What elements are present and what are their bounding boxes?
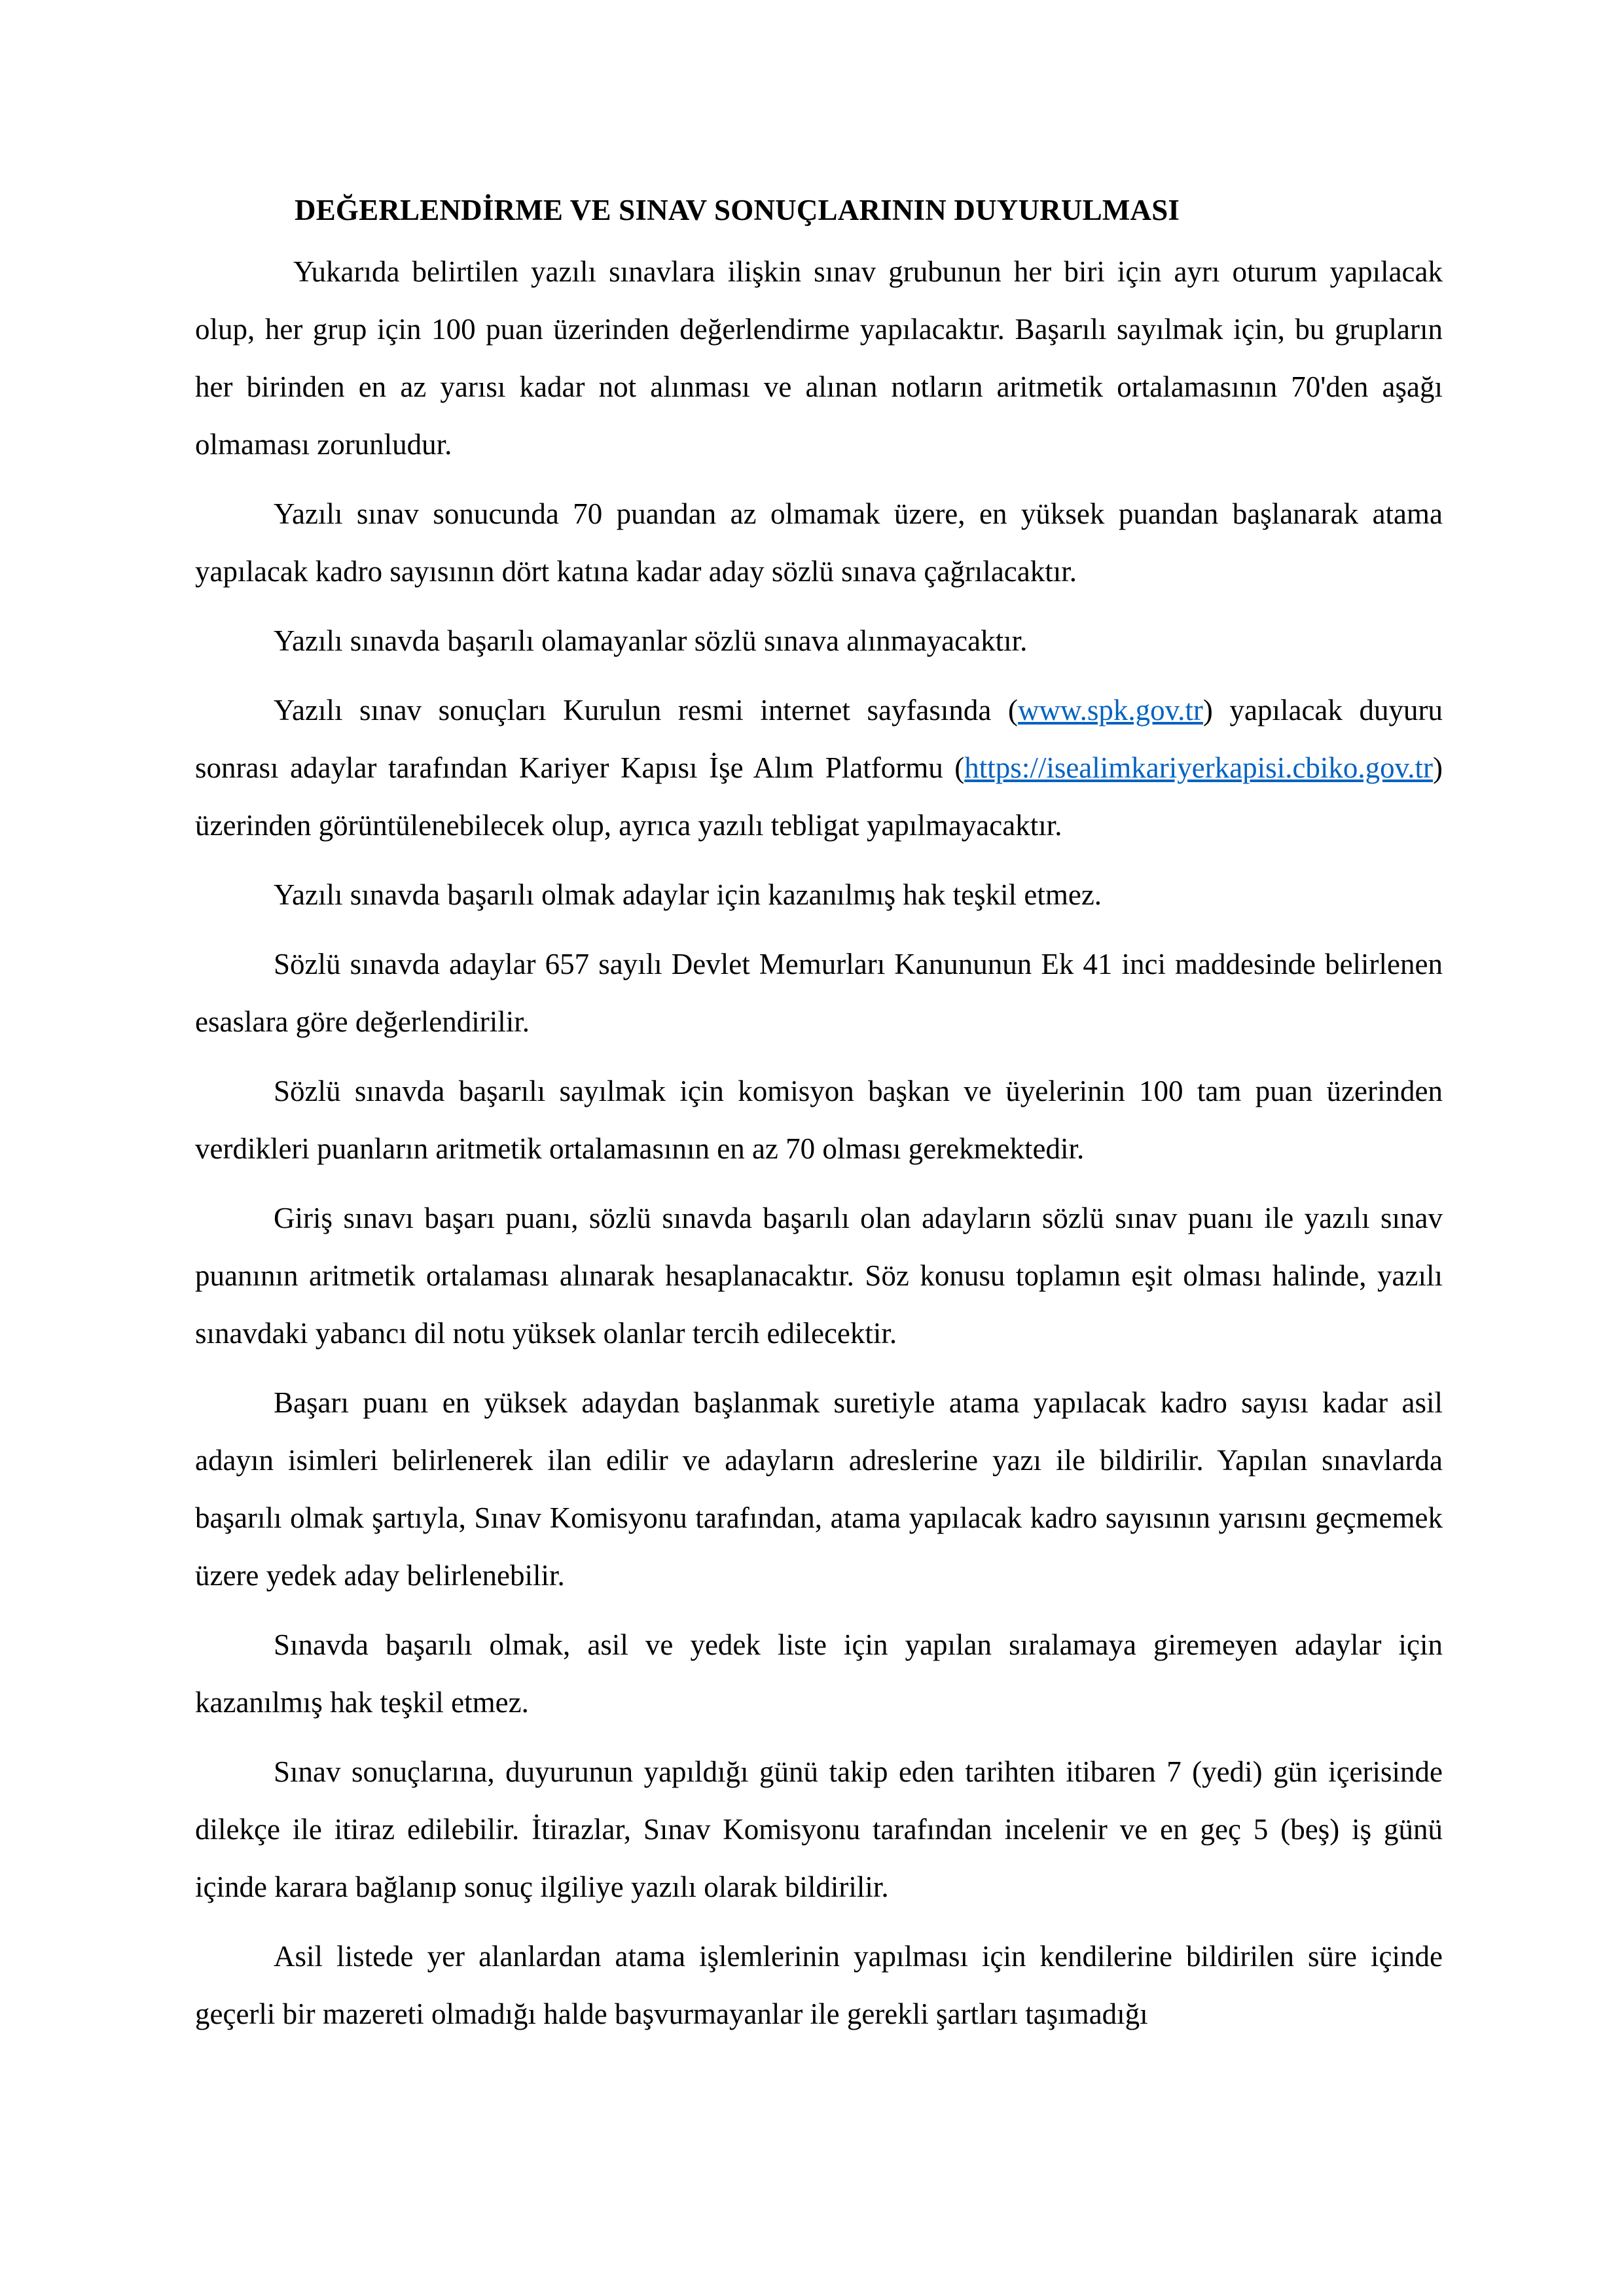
paragraph-success-score: Giriş sınavı başarı puanı, sözlü sınavda başarılı olan adayların sözlü sınav puanı ile yazılı sınav puanının aritmetik ortalaması alınarak hesaplanacaktır. Söz konusu toplamın eşit olması halinde, yazılı sınavdaki yabancı dil notu yüksek olanlar tercih edilecektir. [195, 1202, 1443, 1350]
paragraph-oral-invitation: Yazılı sınav sonucunda 70 puandan az olmamak üzere, en yüksek puandan başlanarak atama yapılacak kadro sayısının dört katına kadar aday sözlü sınava çağrılacaktır. [195, 497, 1443, 588]
paragraph-objections: Sınav sonuçlarına, duyurunun yapıldığı günü takip eden tarihten itibaren 7 (yedi) gün içerisinde dilekçe ile itiraz edilebilir. İtirazlar, Sınav Komisyonu tarafından incelenir ve en geç 5 (beş) iş günü içinde karara bağlanıp sonuç ilgiliye yazılı olarak bildirilir. [195, 1755, 1443, 1903]
section-heading: DEĞERLENDİRME VE SINAV SONUÇLARININ DUYURULMASI [295, 194, 1180, 226]
paragraph-failed-written: Yazılı sınavda başarılı olamayanlar sözlü sınava alınmayacaktır. [274, 624, 1028, 657]
paragraph-text: ) üzerinden görüntülenebilecek olup, ayrıca yazılı tebligat yapılmayacaktır. [195, 751, 1443, 842]
paragraph-results-announcement [195, 681, 1443, 854]
paragraph-oral-evaluation: Sözlü sınavda adaylar 657 sayılı Devlet Memurları Kanununun Ek 41 inci maddesinde belirlenen esaslara göre değerlendirilir. [195, 948, 1443, 1038]
paragraph-appointment: Asil listede yer alanlardan atama işlemlerinin yapılması için kendilerine bildirilen süre içinde geçerli bir mazereti olmadığı halde başvurmayanlar ile gerekli şartları taşımadığı [195, 1940, 1443, 2030]
spk-website-link[interactable]: www.spk.gov.tr [1018, 694, 1203, 726]
paragraph-ranking: Başarı puanı en yüksek adaydan başlanmak suretiyle atama yapılacak kadro sayısı kadar asil adayın isimleri belirlenerek ilan edilir ve adayların adreslerine yazı ile bildirilir. Yapılan sınavlarda başarılı olmak şartıyla, Sınav Komisyonu tarafından, atama yapılacak kadro sayısının yarısını geçmemek üzere yedek aday belirlenebilir. [195, 1386, 1443, 1592]
kariyer-kapisi-link[interactable]: https://isealimkariyerkapisi.cbiko.gov.tr [964, 751, 1433, 784]
paragraph-text: Yazılı sınav sonuçları Kurulun resmi internet sayfasında ( [274, 694, 1018, 726]
paragraph-oral-pass-criteria: Sözlü sınavda başarılı sayılmak için komisyon başkan ve üyelerinin 100 tam puan üzerinden verdikleri puanların aritmetik ortalamasının en az 70 olması gerekmektedir. [195, 1075, 1443, 1165]
paragraph-list-rights: Sınavda başarılı olmak, asil ve yedek liste için yapılan sıralamaya giremeyen adaylar için kazanılmış hak teşkil etmez. [195, 1628, 1443, 1719]
paragraph-evaluation-written: Yukarıda belirtilen yazılı sınavlara ilişkin sınav grubunun her biri için ayrı oturum yapılacak olup, her grup için 100 puan üzerinden değerlendirme yapılacaktır. Başarılı sayılmak için, bu grupların her birinden en az yarısı kadar not alınması ve alınan notların aritmetik ortalamasının 70'den aşağı olmaması zorunludur. [195, 255, 1443, 461]
document-body [195, 187, 1443, 2043]
paragraph-no-acquired-right: Yazılı sınavda başarılı olmak adaylar için kazanılmış hak teşkil etmez. [274, 878, 1102, 911]
paragraph-text: ) yapılacak duyuru sonrası adaylar tarafından Kariyer Kapısı İşe Alım Platformu ( [195, 694, 1443, 784]
